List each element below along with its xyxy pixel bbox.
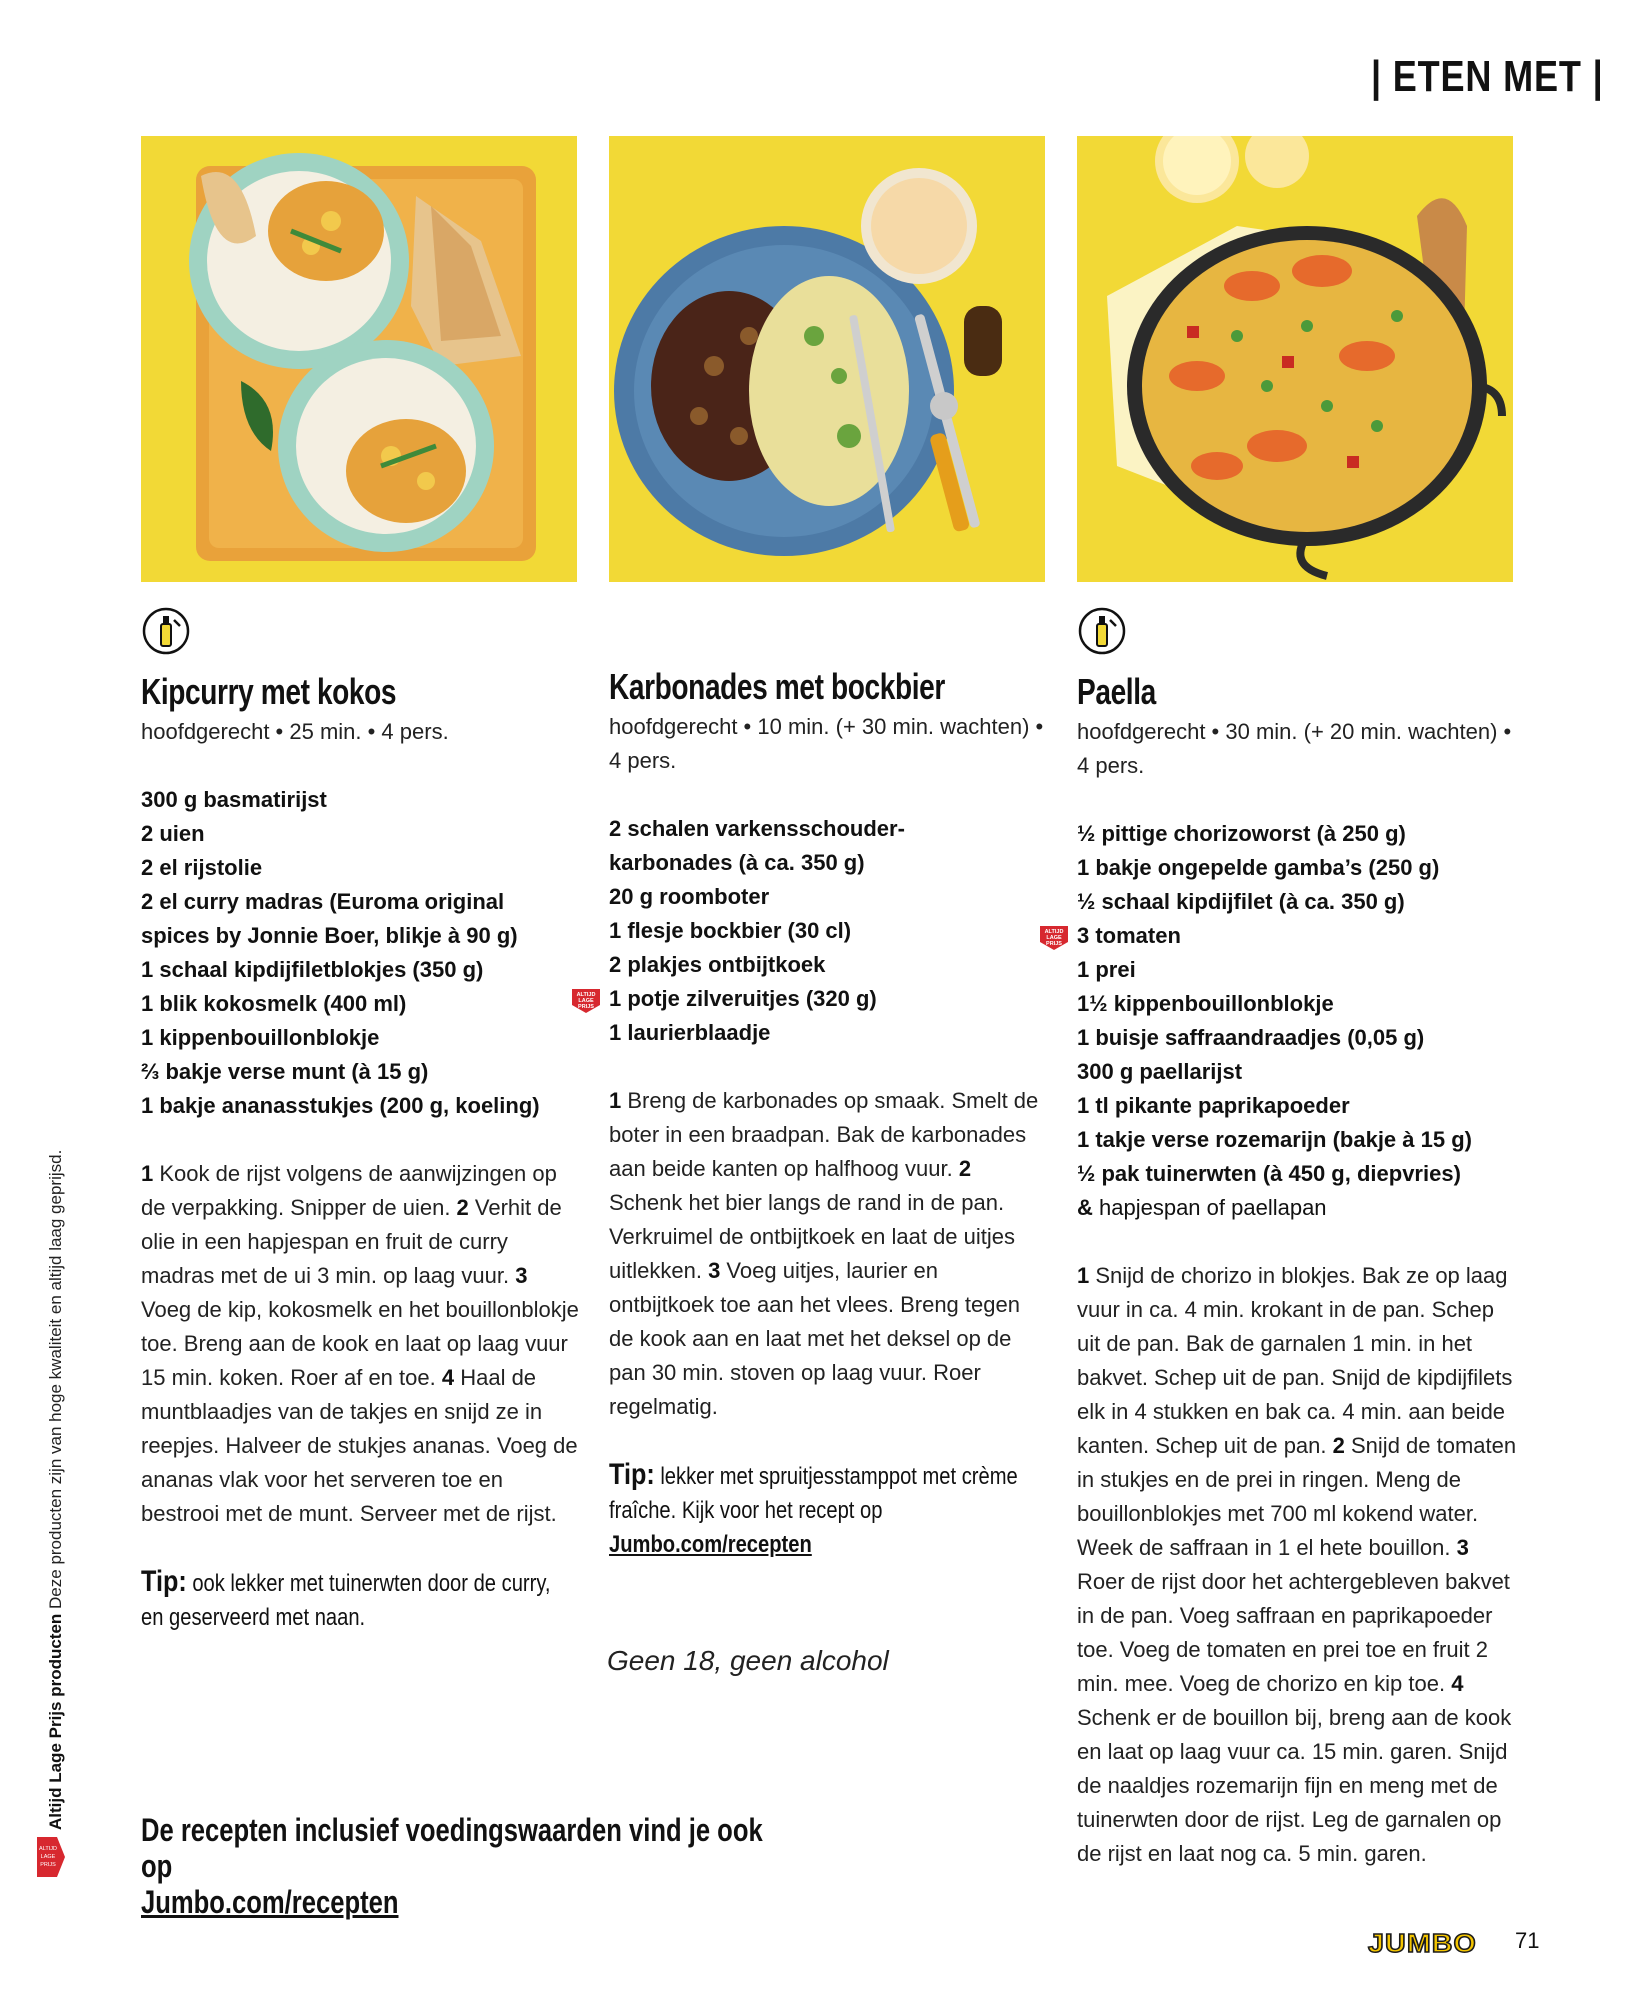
ingredient-item: 20 g roomboter	[609, 884, 770, 909]
ingredient-item: 1 laurierblaadje	[609, 1020, 771, 1045]
recipe-meta: hoofdgerecht • 30 min. (+ 20 min. wachten) • 4 pers.	[1077, 719, 1512, 778]
section-header: | ETEN MET |	[1371, 52, 1604, 101]
pork-chop-photo	[609, 136, 1045, 582]
svg-text:ALTIJD: ALTIJD	[1044, 929, 1064, 935]
recipe-tip	[609, 1458, 1046, 1562]
page-number: 71	[1515, 1928, 1540, 1953]
ingredient-item: 2 uien	[141, 821, 205, 846]
ingredient-item: ⅔ bakje verse munt (à 15 g)	[141, 1059, 429, 1084]
svg-text:PRIJS: PRIJS	[1046, 941, 1062, 947]
ingredient-item: 1 tl pikante paprikapoeder	[1077, 1093, 1350, 1118]
ingredient-item: 1 kippenbouillonblokje	[141, 1025, 380, 1050]
ingredient-list	[576, 812, 1049, 1050]
ingredient-item: 300 g basmatirijst	[141, 787, 327, 812]
recipe-column	[141, 136, 581, 1635]
ingredient-item: 1 prei	[1077, 957, 1136, 982]
ingredient-item: 2 el curry madras (Euroma original	[141, 889, 505, 914]
ingredient-item: ½ schaal kipdijfilet (à ca. 350 g)	[1077, 889, 1405, 914]
footer-text: De recepten inclusief voedingswaarden vind je ook op	[141, 1812, 763, 1884]
recipe-column	[1044, 136, 1517, 1871]
ingredient-item: ½ pak tuinerwten (à 450 g, diepvries)	[1077, 1161, 1461, 1186]
ingredient-item: ALTIJD LAGE PRIJS 1 potje zilveruitjes (320 g)	[609, 982, 1049, 1016]
ingredient-item: 1 takje verse rozemarijn (bakje à 15 g)	[1077, 1127, 1472, 1152]
ingredient-item: 1 bakje ananasstukjes (200 g, koeling)	[141, 1093, 540, 1118]
tip-text: lekker met spruitjesstamppot met crème fraîche. Kijk voor het recept op	[609, 1463, 1018, 1524]
recipe-column	[576, 136, 1049, 1562]
recipe-steps: 1 Breng de karbonades op smaak. Smelt de boter in een braadpan. Bak de karbonades aan beide kanten op halfhoog vuur. 2 Schenk het bier langs de rand in de pan. Verkruimel de ontbijtkoek en laat de uitjes uitlekken. 3 Voeg uitjes, laurier en ontbijtkoek toe aan het vlees. Breng tegen de kook aan en laat met het deksel op de pan 30 min. stoven op laag vuur. Roer regelmatig.	[609, 1088, 1039, 1419]
paella-photo	[1077, 136, 1513, 582]
ingredient-item: karbonades (à ca. 350 g)	[609, 850, 865, 875]
recipe-title: Kipcurry met kokos	[141, 671, 397, 712]
ingredient-item: 300 g paellarijst	[1077, 1059, 1243, 1084]
side-disclaimer	[46, 1150, 66, 1830]
svg-text:ALTIJD: ALTIJD	[39, 1846, 57, 1852]
tip-label: Tip:	[141, 1565, 187, 1598]
recipe-steps: 1 Snijd de chorizo in blokjes. Bak ze op laag vuur in ca. 4 min. krokant in de pan. Schep uit de pan. Bak de garnalen 1 min. in het bakvet. Schep uit de pan. Snijd de kipdijfilets elk in 4 stukken en bak ca. 4 min. aan beide kanten. Schep uit de pan. 2 Snijd de tomaten in stukjes en de prei in ringen. Meng de bouillonblokjes met 700 ml kokend water. Week de saffraan in 1 el hete bouillon. 3 Roer de rijst door het achtergebleven bakvet in de pan. Voeg saffraan en paprikapoeder toe. Voeg de tomaten en prei toe en fruit 2 min. mee. Voeg de chorizo en kip toe. 4 Schenk er de bouillon bij, breng aan de kook en laat op laag vuur ca. 15 min. garen. Snijd de naaldjes rozemarijn fijn en meng met de tuinerwten door de rijst. Leg de garnalen op de rijst en laat nog ca. 5 min. garen.	[1077, 1263, 1517, 1866]
chicken-curry-photo	[141, 136, 577, 582]
ingredient-item: 2 plakjes ontbijtkoek	[609, 952, 826, 977]
jumbo-logo: JUMBO	[1368, 1928, 1477, 1958]
recipe-title: Karbonades met bockbier	[609, 666, 945, 707]
no-alcohol-icon	[141, 606, 191, 656]
ingredient-item: 1 flesje bockbier (30 cl)	[609, 918, 852, 943]
svg-text:PRIJS: PRIJS	[40, 1862, 56, 1868]
tip-label: Tip:	[609, 1458, 655, 1491]
ingredient-item: 1 blik kokosmelk (400 ml)	[141, 991, 407, 1016]
ingredient-list	[1044, 817, 1517, 1225]
side-disclaimer-text: Deze producten zijn van hoge kwaliteit en altijd laag geprijsd.	[46, 1149, 65, 1614]
footer-note	[141, 1812, 781, 1920]
ingredient-list	[141, 783, 581, 1123]
altijd-lage-prijs-badge	[1039, 925, 1069, 951]
ingredient-item: 1 bakje ongepelde gamba’s (250 g)	[1077, 855, 1440, 880]
recipe-title: Paella	[1077, 671, 1156, 712]
recipe-meta: hoofdgerecht • 25 min. • 4 pers.	[141, 719, 449, 744]
recipe-tip	[141, 1565, 578, 1635]
ingredient-item: & hapjespan of paellapan	[1077, 1195, 1327, 1220]
svg-text:ALTIJD: ALTIJD	[576, 992, 596, 998]
svg-text:LAGE: LAGE	[40, 1854, 56, 1860]
ingredient-item: ½ pittige chorizoworst (à 250 g)	[1077, 821, 1406, 846]
altijd-lage-prijs-badge	[36, 1836, 66, 1878]
altijd-lage-prijs-badge	[571, 988, 601, 1014]
ingredient-item: 2 el rijstolie	[141, 855, 263, 880]
svg-text:LAGE: LAGE	[1046, 935, 1062, 941]
ingredient-item: 2 schalen varkensschouder-	[609, 816, 905, 841]
ingredient-item: 1½ kippenbouillonblokje	[1077, 991, 1334, 1016]
recipe-link[interactable]: Jumbo.com/recepten	[609, 1531, 812, 1558]
footer-link[interactable]: Jumbo.com/recepten	[141, 1884, 399, 1920]
recipe-steps: 1 Kook de rijst volgens de aanwijzingen op de verpakking. Snipper de uien. 2 Verhit de olie in een hapjespan en fruit de curry madras met de ui 3 min. op laag vuur. 3 Voeg de kip, kokosmelk en het bouillonblokje toe. Breng aan de kook en laat op laag vuur 15 min. koken. Roer af en toe. 4 Haal de muntblaadjes van de takjes en snijd ze in reepjes. Halveer de stukjes ananas. Voeg de ananas vlak voor het serveren toe en bestrooi met de munt. Serveer met de rijst.	[141, 1161, 579, 1526]
side-disclaimer-title: Altijd Lage Prijs producten	[46, 1613, 65, 1830]
age-note: Geen 18, geen alcohol	[607, 1645, 889, 1676]
no-alcohol-icon	[1077, 606, 1127, 656]
svg-text:LAGE: LAGE	[578, 998, 594, 1004]
recipe-meta: hoofdgerecht • 10 min. (+ 30 min. wachten) • 4 pers.	[609, 714, 1044, 773]
ingredient-item: 1 buisje saffraandraadjes (0,05 g)	[1077, 1025, 1425, 1050]
ingredient-item: ALTIJD LAGE PRIJS 3 tomaten	[1077, 919, 1517, 953]
ingredient-item: spices by Jonnie Boer, blikje à 90 g)	[141, 923, 518, 948]
svg-text:PRIJS: PRIJS	[578, 1004, 594, 1010]
tip-text: ook lekker met tuinerwten door de curry, en geserveerd met naan.	[141, 1570, 551, 1631]
ingredient-item: 1 schaal kipdijfiletblokjes (350 g)	[141, 957, 484, 982]
